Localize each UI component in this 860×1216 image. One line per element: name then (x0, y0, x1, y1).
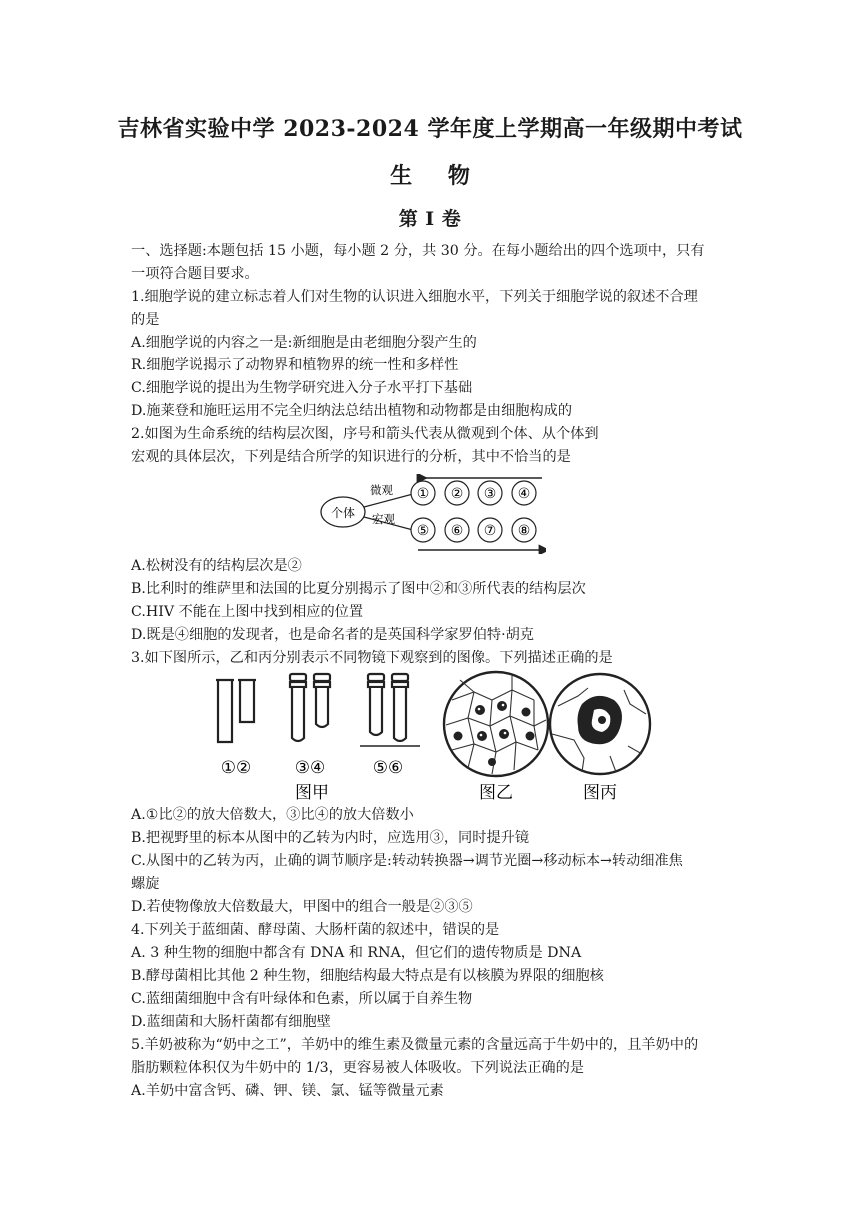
answer-option: C.细胞学说的提出为生物学研究进入分子水平打下基础 (131, 380, 473, 396)
answer-option: A.①比②的放大倍数大，③比④的放大倍数小 (131, 807, 414, 823)
answer-option: A. 3 种生物的细胞中都含有 DNA 和 RNA，但它们的遗传物质是 DNA (131, 945, 582, 961)
answer-option: B.比利时的维萨里和法国的比夏分别揭示了图中②和③所代表的结构层次 (131, 581, 586, 597)
subject-title: 生 物 (390, 163, 484, 189)
answer-option: D.施莱登和施旺运用不完全归纳法总结出植物和动物都是由细胞构成的 (131, 403, 573, 419)
exam-title: 吉林省实验中学 2023-2024 学年度上学期高一年级期中考试 (117, 116, 743, 142)
macro-level-nodes (411, 518, 536, 542)
life-system-hierarchy-diagram (318, 474, 546, 554)
individual-label: 个体 (330, 506, 356, 520)
question-stem: 4.下列关于蓝细菌、酵母菌、大肠杆菌的叙述中，错误的是 (131, 922, 500, 938)
answer-option: A.羊奶中富含钙、磷、钾、镁、氯、锰等微量元素 (131, 1083, 444, 1099)
level-number: ⑤ (416, 523, 430, 539)
level-number: ② (450, 486, 464, 502)
objective-lenses-56 (360, 674, 420, 746)
answer-option: C.HIV 不能在上图中找到相应的位置 (131, 604, 364, 620)
micro-level-nodes (411, 481, 536, 505)
microscope-lens-figure (212, 670, 652, 806)
level-number: ⑦ (483, 523, 497, 539)
volume-title: 第 I 卷 (398, 208, 462, 230)
figure-jia-label: 图甲 (295, 783, 329, 803)
question-stem: 宏观的具体层次，下列是结合所学的知识进行的分析，其中不恰当的是 (131, 449, 571, 465)
answer-option: C.蓝细菌细胞中含有叶绿体和色素，所以属于自养生物 (131, 991, 473, 1007)
answer-option: A.细胞学说的内容之一是:新细胞是由老细胞分裂产生的 (131, 335, 477, 351)
answer-option: B.把视野里的标本从图中的乙转为内时，应选用③，同时提升镜 (131, 830, 530, 846)
answer-option: B.酵母菌相比其他 2 种生物，细胞结构最大特点是有以核膜为界限的细胞核 (131, 968, 604, 984)
question-stem: 5.羊奶被称为“奶中之工”，羊奶中的维生素及微量元素的含量远高于牛奶中的，且羊奶中的 (131, 1037, 699, 1053)
lens-number-label: ⑤⑥ (372, 758, 404, 778)
field-of-view-bing (550, 674, 650, 774)
objective-lenses-34 (290, 674, 330, 741)
figure-yi-label: 图乙 (479, 783, 513, 803)
question-stem: 的是 (131, 312, 160, 328)
answer-option-continued: 螺旋 (131, 876, 160, 892)
level-number: ⑧ (517, 523, 531, 539)
macro-label: 宏观 (372, 512, 395, 526)
answer-option: R.细胞学说揭示了动物界和植物界的统一性和多样性 (131, 357, 459, 373)
level-number: ① (416, 486, 430, 502)
level-number: ⑥ (450, 523, 464, 539)
section-intro-line: 一项符合题目要求。 (131, 266, 259, 282)
question-stem: 2.如图为生命系统的结构层次图，序号和箭头代表从微观到个体、从个体到 (131, 426, 599, 442)
question-stem: 3.如下图所示，乙和丙分别表示不同物镜下观察到的图像。下列描述正确的是 (131, 650, 613, 666)
lens-number-label: ①② (220, 758, 252, 778)
figure-bing-label: 图丙 (583, 783, 617, 803)
level-number: ④ (517, 486, 531, 502)
question-stem: 1.细胞学说的建立标志着人们对生物的认识进入细胞水平，下列关于细胞学说的叙述不合理 (131, 289, 698, 305)
answer-option: D.既是④细胞的发现者，也是命名者的是英国科学家罗伯特·胡克 (131, 627, 534, 643)
section-intro-line: 一、选择题:本题包括 15 小题，每小题 2 分，共 30 分。在每小题给出的四个选项中，只有 (131, 243, 705, 259)
field-of-view-yi (444, 672, 548, 776)
question-stem: 脂肪颗粒体积仅为牛奶中的 1/3，更容易被人体吸收。下列说法正确的是 (131, 1060, 584, 1076)
answer-option: C.从图中的乙转为丙，止确的调节顺序是:转动转换器→调节光圈→移动标本→转动细准焦 (131, 853, 683, 869)
lens-number-label: ③④ (294, 758, 326, 778)
answer-option: D.若使物像放大倍数最大，甲图中的组合一般是②③⑤ (131, 899, 473, 915)
answer-option: D.蓝细菌和大肠杆菌都有细胞壁 (131, 1014, 331, 1030)
answer-option: A.松树没有的结构层次是② (131, 558, 302, 574)
micro-label: 微观 (370, 483, 393, 497)
level-number: ③ (483, 486, 497, 502)
eyepiece-lenses (216, 680, 256, 742)
